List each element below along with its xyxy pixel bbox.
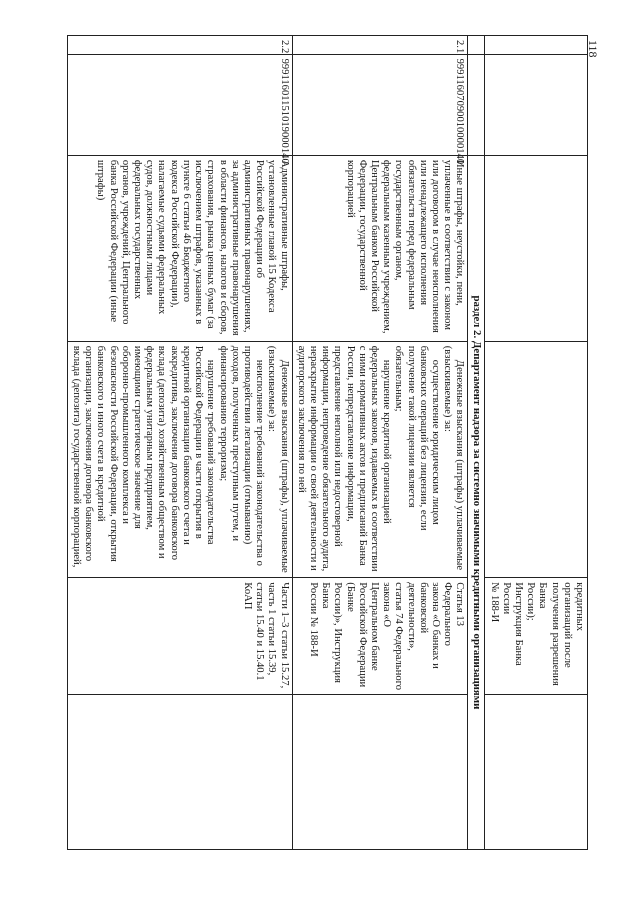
rotated-table-frame (71, 35, 588, 850)
section-code-cell (468, 54, 485, 155)
legal-basis (67, 578, 292, 695)
revenue-description (67, 341, 292, 578)
law-line: России); (525, 582, 537, 621)
revenue-name: Административные штрафы, установленные главой 15 Кодекса Российской Федерации об административных правонарушениях, за административные правонарушения в области финансов, налогов и сборов, страхования, рынка ценных бумаг (за исключением штрафов, указанных в пункте 6 статьи 46 Бюджетного кодекса Российской Федерации), налагаемые судьями федеральных судов, должностными лицами федеральных государственных органов, учреждений, Центрального банка Российской Федерации (иные штрафы) (67, 155, 292, 341)
law-line: закона «О Центральном банке (368, 582, 393, 671)
law-line: статья 74 Федерального (393, 582, 405, 690)
description-intro: Денежные взыскания (штрафы), уплачиваемые (взыскиваемые) за: (266, 345, 290, 573)
continued-num-cell (485, 36, 588, 55)
section-row (468, 36, 485, 850)
continued-desc-cell (485, 341, 588, 578)
revenue-description (292, 341, 468, 578)
extra-cell (292, 695, 468, 850)
section-num-cell (468, 36, 485, 55)
law-line: кредитных организаций после (561, 582, 585, 668)
law-line: России № 188-И (307, 582, 319, 657)
page-number: 118 (586, 40, 600, 58)
continued-code-cell (485, 54, 588, 155)
description-item: неисполнение требований законодательства о противодействии легализации (отмыванию) доходов, полученных преступным путем, и финансированию терроризма; (217, 345, 266, 566)
continued-row (485, 36, 588, 850)
table-row (292, 36, 468, 850)
continued-law-cell (485, 578, 588, 695)
budget-code: 99911607090010000140 (292, 54, 468, 155)
law-line: Российской Федерации (Банке (344, 582, 368, 688)
continued-extra-cell (485, 695, 588, 850)
row-number: 2.1 (292, 36, 468, 55)
section-title: раздел 2. Департамент надзора за системно значимыми кредитными организациями (468, 155, 485, 849)
extra-cell (67, 695, 292, 850)
law-line: № 188-И (488, 582, 500, 623)
law-line: России)», Инструкция Банка (320, 582, 344, 683)
continued-name-cell (485, 155, 588, 341)
law-line: закона «О банках и банковской (417, 582, 441, 669)
law-line: деятельности», (405, 582, 417, 651)
budget-code: 99911601151019000140 (67, 54, 292, 155)
law-line: Части 1–3 статьи 15.27, (278, 582, 290, 689)
description-item: нарушение требований законодательства Российской Федерации в части открытия в кредитной организации банковского счета и аккредитива, заключения договора банковского вклада (депозита) хозяйственным обществом и федеральным унитарным предприятием, имеющими стратегическое значение для оборонно-промышленного комплекса и безопасности Российской Федерации, открытия банковского и иного счета в кредитной организации, заключения договора банковского вклада (депозита) государственной корпорацией, (71, 345, 217, 568)
table-row (67, 36, 292, 850)
law-line: статьи 15.40 и 15.40.1 КоАП (241, 582, 266, 681)
row-number: 2.2 (67, 36, 292, 55)
revenue-name: Иные штрафы, неустойки, пени, уплаченные в соответствии с законом или договором в случае неисполнения или ненадлежащего исполнения обязательств перед федеральным государственным органом, федеральным казенным учреждением, Центральным банком Российской Федерации, государственной корпорацией (292, 155, 468, 341)
law-line: получения разрешения Банка (537, 582, 561, 686)
fines-table (67, 35, 588, 850)
law-line: часть 1 статьи 15.39, (266, 582, 278, 676)
law-line: Инструкция Банка России (500, 582, 524, 666)
description-item: осуществление юридическим лицом банковских операций без лицензии, если получение такой лицензии является обязательным; (393, 345, 441, 531)
law-line: Статья 13 Федерального (442, 582, 466, 646)
description-intro: Денежные взыскания (штрафы) уплачиваемые (взыскиваемые) за: (442, 345, 466, 571)
description-item: нарушение кредитной организацией федеральных законов, издаваемых в соответствии с ними нормативных актов и предписаний Банка России, непредставление информации, представление неполной или недостоверной информации, непроведение обязательного аудита, нераскрытие информации о своей деятельности и аудиторского заключения по ней (295, 345, 393, 572)
legal-basis (292, 578, 468, 695)
